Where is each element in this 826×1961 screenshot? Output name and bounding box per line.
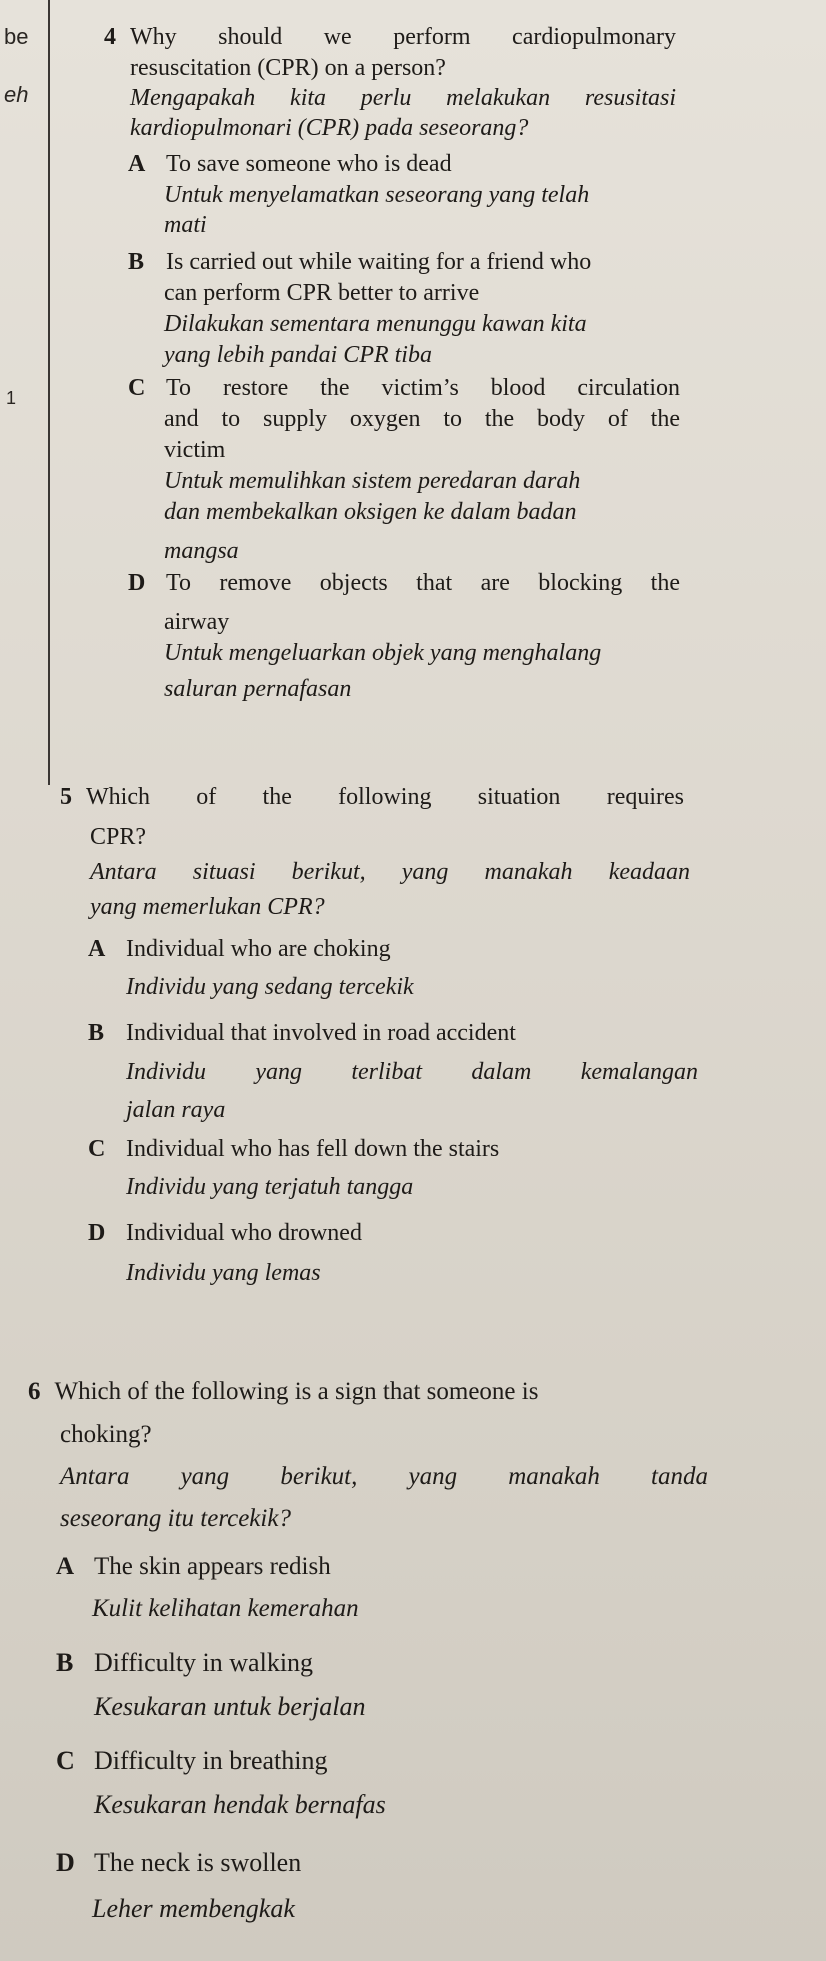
question-number: 4 <box>104 24 116 50</box>
option-letter: D <box>88 1220 106 1246</box>
question-number: 5 <box>60 784 72 810</box>
question-number: 6 <box>28 1378 41 1405</box>
option-letter: D <box>128 570 146 596</box>
question-stem-ms: Antara yang berikut, yang manakah tanda <box>60 1463 708 1490</box>
option-letter: B <box>88 1020 105 1046</box>
question-stem-en: 4 Why should we perform cardiopulmonary <box>104 24 676 50</box>
question-stem-en: CPR? <box>90 824 147 850</box>
option-letter: B <box>128 249 145 275</box>
question-stem-ms: kardiopulmonari (CPR) pada seseorang? <box>130 115 529 141</box>
option-letter: B <box>56 1648 74 1677</box>
worksheet-page: be eh 1 4 Why should we perform cardiopulmonary resuscitation (CPR) on a person? Mengapakah kita perlu melakukan resusitasi kardiopulmonari (CPR) pada seseorang? A To save someone who is dead Untuk menyelamatkan seseorang yang telah mati B Is carried out while waiting for a friend who can perform CPR better to arrive Dilakukan sementara menunggu kawan kita yang lebih pandai CPR tiba C To restore the victim’s blood circulation and to supply oxygen to the body of the victim Untuk memulihkan sistem peredaran darah dan membekalkan oksigen ke dalam badan mangsa D To remove objects that are blocking the airway Untuk mengeluarkan objek yang menghalang saluran pernafasan 5 Which of the following situation requires CPR? Antara situasi berikut, yang manakah keadaan yang memerlukan CPR? A Individual who are choking Individu yang sedang tercekik B Individual that involved in road accident Individu yang terlibat dalam kemalangan jalan raya C Individual who has fell down the stairs Individu yang terjatuh tangga D Individual who drowned Individu yang lemas 6 Which of the following is a sign that someone is choking? Antara yang berikut, yang manakah tanda seseorang itu tercekik? A The skin appears redish Kulit kelihatan kemerahan B Difficulty in walking Kesukaran untuk berjalan C Difficulty in breathing Kesukaran hendak bernafas D The neck is swollen Leher membengkak <box>0 0 826 1961</box>
question-stem-ms: Mengapakah kita perlu melakukan resusitasi <box>130 85 676 111</box>
question-stem-en: resuscitation (CPR) on a person? <box>130 55 446 81</box>
question-stem-en: choking? <box>60 1421 152 1448</box>
question-stem-en: 6 Which of the following is a sign that someone is <box>28 1378 539 1405</box>
margin-note: be <box>4 24 29 49</box>
question-stem-ms: seseorang itu tercekik? <box>60 1505 291 1532</box>
option-letter: C <box>56 1746 75 1775</box>
margin-note: eh <box>4 82 29 107</box>
option-letter: A <box>88 936 106 962</box>
question-stem-ms: Antara situasi berikut, yang manakah keadaan <box>90 859 690 885</box>
option-letter: C <box>128 375 146 401</box>
option-letter: A <box>56 1553 75 1580</box>
option-letter: A <box>128 151 146 177</box>
margin-rule <box>48 0 50 785</box>
option-letter: D <box>56 1848 75 1877</box>
margin-note: 1 <box>6 388 17 408</box>
option-letter: C <box>88 1136 106 1162</box>
question-stem-en: 5 Which of the following situation requires <box>60 784 684 810</box>
question-stem-ms: yang memerlukan CPR? <box>90 894 325 920</box>
